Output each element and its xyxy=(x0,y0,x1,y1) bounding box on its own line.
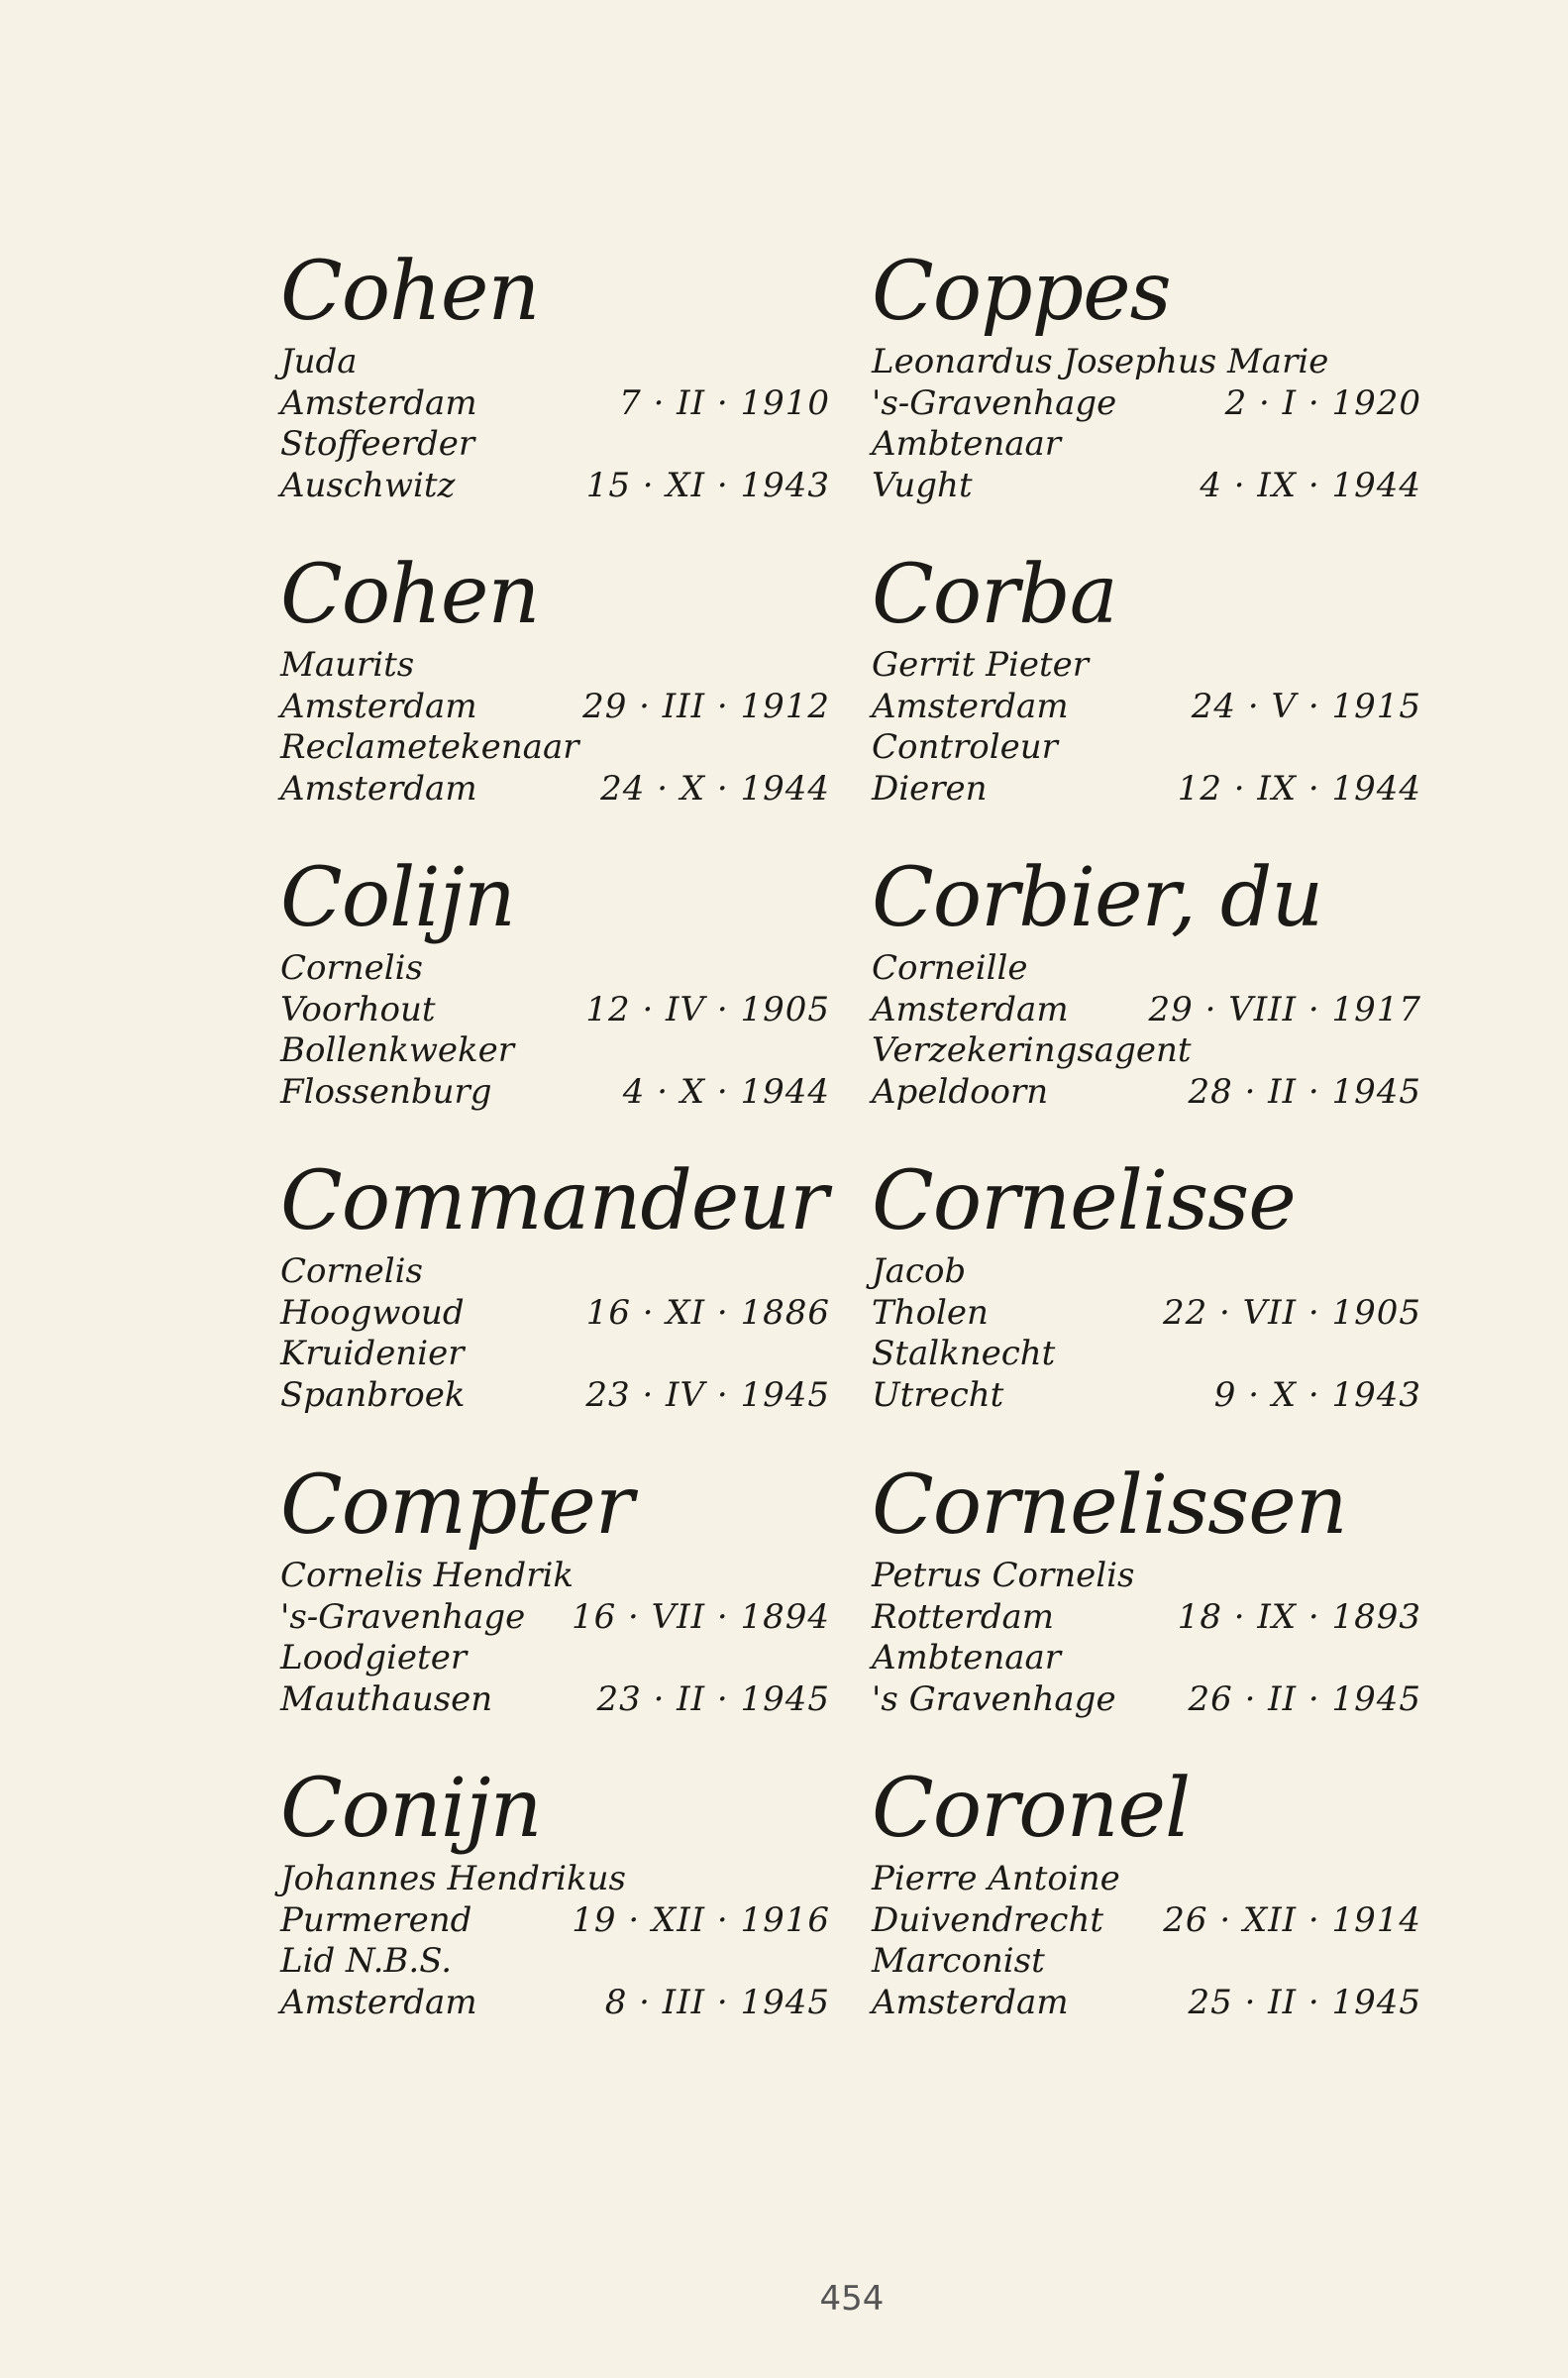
death-date: 25 · II · 1945 xyxy=(1188,1982,1421,2022)
occupation: Loodgieter xyxy=(280,1638,468,1677)
birth-date: 29 · VIII · 1917 xyxy=(1148,989,1421,1029)
birth-place: 's-Gravenhage xyxy=(280,1596,526,1637)
page-number: 454 xyxy=(819,2279,885,2319)
death-place: Amsterdam xyxy=(280,768,477,809)
occupation: Verzekeringsagent xyxy=(872,1030,1192,1070)
given-names: Gerrit Pieter xyxy=(872,645,1090,685)
birth-place: Amsterdam xyxy=(872,686,1069,726)
memorial-entry xyxy=(872,546,1421,810)
surname: Coppes xyxy=(872,245,1171,339)
occupation: Marconist xyxy=(872,1941,1045,1981)
birth-place: Amsterdam xyxy=(280,686,477,726)
surname: Compter xyxy=(280,1459,634,1553)
surname: Corba xyxy=(872,548,1117,642)
death-date: 12 · IX · 1944 xyxy=(1177,768,1421,809)
death-place: Flossenburg xyxy=(280,1071,492,1112)
death-place: Vught xyxy=(872,465,973,505)
death-place: Spanbroek xyxy=(280,1374,466,1415)
memorial-entry xyxy=(872,1457,1421,1720)
given-names: Petrus Cornelis xyxy=(872,1556,1135,1595)
birth-place: 's-Gravenhage xyxy=(872,382,1117,423)
birth-date: 12 · IV · 1905 xyxy=(585,989,830,1029)
occupation: Kruidenier xyxy=(280,1334,465,1373)
memorial-entry xyxy=(280,849,830,1113)
occupation: Ambtenaar xyxy=(872,424,1062,464)
occupation: Lid N.B.S. xyxy=(280,1941,453,1981)
given-names: Maurits xyxy=(280,645,415,685)
death-date: 23 · IV · 1945 xyxy=(585,1374,830,1415)
birth-place: Hoogwoud xyxy=(280,1292,465,1333)
given-names: Cornelis Hendrik xyxy=(280,1556,574,1595)
death-place: Amsterdam xyxy=(872,1982,1069,2022)
birth-date: 18 · IX · 1893 xyxy=(1177,1596,1421,1637)
death-date: 4 · IX · 1944 xyxy=(1200,465,1421,505)
surname: Cohen xyxy=(280,245,540,339)
death-place: Mauthausen xyxy=(280,1678,493,1719)
memorial-entry xyxy=(872,849,1421,1113)
occupation: Stalknecht xyxy=(872,1334,1056,1373)
birth-date: 16 · VII · 1894 xyxy=(571,1596,830,1637)
given-names: Cornelis xyxy=(280,1251,423,1291)
birth-date: 2 · I · 1920 xyxy=(1224,382,1421,423)
surname: Conijn xyxy=(280,1762,542,1856)
given-names: Pierre Antoine xyxy=(872,1859,1120,1898)
occupation: Bollenkweker xyxy=(280,1030,515,1070)
given-names: Jacob xyxy=(872,1251,967,1291)
memorial-entry xyxy=(872,1152,1421,1416)
occupation: Ambtenaar xyxy=(872,1638,1062,1677)
memorial-entry xyxy=(872,1760,1421,2023)
surname: Commandeur xyxy=(280,1154,828,1248)
surname: Coronel xyxy=(872,1762,1191,1856)
memorial-entry xyxy=(280,1457,830,1720)
death-date: 15 · XI · 1943 xyxy=(585,465,830,505)
death-date: 24 · X · 1944 xyxy=(600,768,830,809)
surname: Colijn xyxy=(280,851,515,945)
given-names: Leonardus Josephus Marie xyxy=(872,342,1329,381)
death-date: 28 · II · 1945 xyxy=(1188,1071,1421,1112)
memorial-entry xyxy=(280,546,830,810)
memorial-entry xyxy=(280,1152,830,1416)
birth-date: 19 · XII · 1916 xyxy=(572,1899,830,1940)
death-date: 9 · X · 1943 xyxy=(1213,1374,1421,1415)
given-names: Johannes Hendrikus xyxy=(280,1859,626,1898)
death-date: 26 · II · 1945 xyxy=(1188,1678,1421,1719)
birth-place: Rotterdam xyxy=(872,1596,1055,1637)
birth-place: Voorhout xyxy=(280,989,436,1029)
death-date: 8 · III · 1945 xyxy=(604,1982,830,2022)
death-place: 's Gravenhage xyxy=(872,1678,1116,1719)
surname: Cornelissen xyxy=(872,1459,1347,1553)
death-date: 23 · II · 1945 xyxy=(596,1678,830,1719)
death-date: 4 · X · 1944 xyxy=(622,1071,830,1112)
surname: Cohen xyxy=(280,548,540,642)
birth-place: Duivendrecht xyxy=(872,1899,1103,1940)
birth-date: 7 · II · 1910 xyxy=(619,382,830,423)
birth-place: Amsterdam xyxy=(872,989,1069,1029)
occupation: Controleur xyxy=(872,727,1058,767)
memorial-entry xyxy=(872,243,1421,506)
memorial-entry xyxy=(280,243,830,506)
death-place: Amsterdam xyxy=(280,1982,477,2022)
birth-date: 16 · XI · 1886 xyxy=(585,1292,830,1333)
given-names: Cornelis xyxy=(280,948,423,988)
birth-date: 29 · III · 1912 xyxy=(582,686,830,726)
birth-date: 26 · XII · 1914 xyxy=(1163,1899,1421,1940)
birth-date: 24 · V · 1915 xyxy=(1191,686,1421,726)
birth-place: Purmerend xyxy=(280,1899,472,1940)
birth-date: 22 · VII · 1905 xyxy=(1162,1292,1421,1333)
surname: Cornelisse xyxy=(872,1154,1296,1248)
death-place: Dieren xyxy=(872,768,988,809)
death-place: Auschwitz xyxy=(280,465,456,505)
death-place: Utrecht xyxy=(872,1374,1004,1415)
birth-place: Amsterdam xyxy=(280,382,477,423)
memorial-entry xyxy=(280,1760,830,2023)
birth-place: Tholen xyxy=(872,1292,989,1333)
given-names: Juda xyxy=(280,342,358,381)
occupation: Stoffeerder xyxy=(280,424,475,464)
given-names: Corneille xyxy=(872,948,1028,988)
death-place: Apeldoorn xyxy=(872,1071,1049,1112)
occupation: Reclametekenaar xyxy=(280,727,579,767)
surname: Corbier, du xyxy=(872,851,1323,945)
